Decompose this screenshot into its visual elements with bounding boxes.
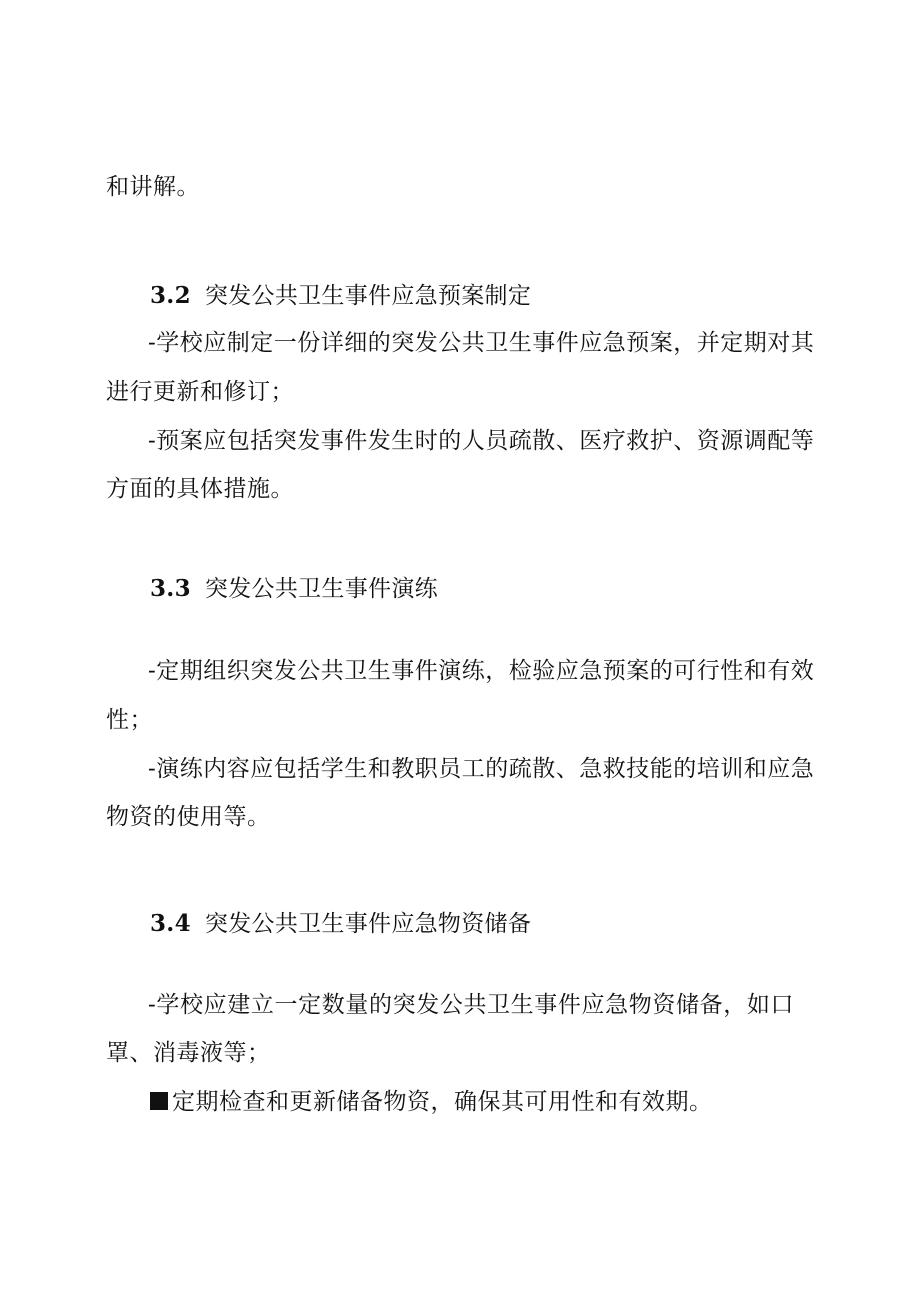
- paragraph-line: 罩、消毒液等；: [106, 1040, 271, 1066]
- paragraph-line: 进行更新和修订；: [106, 379, 294, 405]
- section-number: 3.2: [150, 282, 191, 309]
- paragraph-line: 方面的具体措施。: [106, 476, 294, 502]
- section-heading-3-3: [150, 574, 438, 604]
- section-title: 突发公共卫生事件演练: [204, 576, 438, 602]
- section-title: 突发公共卫生事件应急物资储备: [204, 911, 532, 937]
- paragraph-line: -演练内容应包括学生和教职员工的疏散、急救技能的培训和应急: [148, 756, 815, 782]
- section-title: 突发公共卫生事件应急预案制定: [204, 283, 532, 309]
- paragraph-line: -预案应包括突发事件发生时的人员疏散、医疗救护、资源调配等: [148, 428, 815, 454]
- paragraph-line: -定期组织突发公共卫生事件演练，检验应急预案的可行性和有效: [148, 658, 815, 684]
- intro-continuation-text: 和讲解。: [106, 174, 200, 200]
- paragraph-line: -学校应建立一定数量的突发公共卫生事件应急物资储备，如口: [148, 992, 794, 1018]
- section-number: 3.4: [150, 910, 191, 937]
- section-number: 3.3: [150, 575, 191, 602]
- square-bullet-icon: [150, 1092, 168, 1110]
- section-heading-3-4: [150, 909, 531, 939]
- paragraph-line: 物资的使用等。: [106, 804, 271, 830]
- paragraph-line: 定期检查和更新储备物资，确保其可用性和有效期。: [172, 1089, 713, 1115]
- paragraph-line: 性；: [106, 707, 153, 733]
- bullet-paragraph: [150, 1087, 713, 1117]
- section-heading-3-2: [150, 281, 531, 311]
- paragraph-line: -学校应制定一份详细的突发公共卫生事件应急预案，并定期对其: [148, 330, 815, 356]
